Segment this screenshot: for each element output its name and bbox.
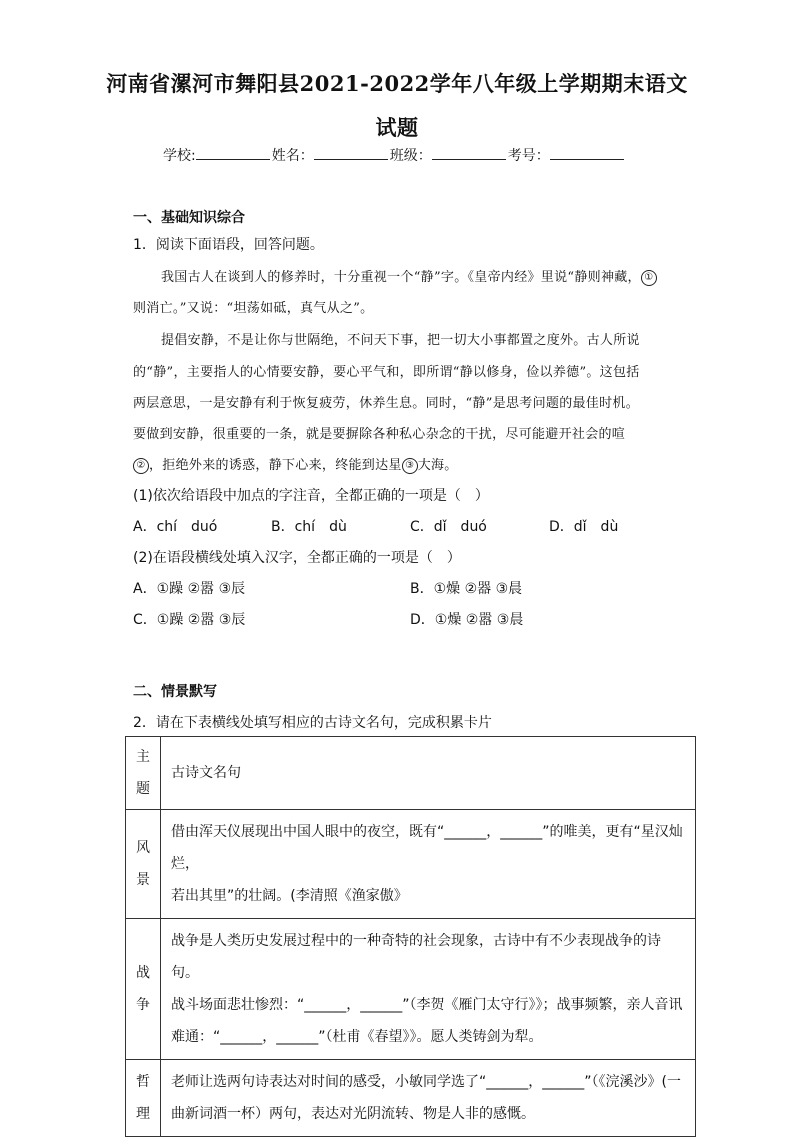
name-label: 姓名： <box>271 148 314 164</box>
passage-p2-line1: 提倡安静，不是让你与世隔绝，不问天下事，把一切大小事都置之度外。古人所说 <box>161 333 640 348</box>
blank-marker-1: ① <box>641 270 657 286</box>
exam-title-line1: 河南省漯河市舞阳县2021-2022学年八年级上学期期末语文 <box>106 71 688 96</box>
row-text: 老师让选两句诗表达对时间的感受，小敏同学选了“______，______”（《浣溪沙》(一 <box>171 1074 681 1090</box>
class-blank[interactable] <box>432 147 506 160</box>
topic-scenery <box>126 810 161 919</box>
row-text: 借由浑天仪展现出中国人眼中的夜空，既有“______，______”的唯美，更有“星汉灿烂， <box>171 824 683 872</box>
row-text: 难通：“______，______”（杜甫《春望》》。愿人类铸剑为犁。 <box>171 1029 543 1045</box>
topic-header <box>126 737 161 810</box>
passage-p2-line2: 的“静”，主要指人的心情要安静，要心平气和，即所谓“静以修身，俭以养德”。这包括 <box>133 365 640 380</box>
row-text: 战斗场面悲壮惨烈：“______，______”（李贺《雁门太守行》》；战事频繁，亲人音讯 <box>171 997 683 1013</box>
table-row-scenery <box>126 810 696 919</box>
blank-marker-3: ③ <box>402 458 418 474</box>
school-label: 学校: <box>163 148 196 164</box>
passage-p2-line3: 两层意思，一是安静有利于恢复疲劳，休养生息。同时，“静”是思考问题的最佳时机。 <box>133 396 639 411</box>
passage-p2-line4: 要做到安静，很重要的一条，就是要摒除各种私心杂念的干扰，尽可能避开社会的喧 <box>133 427 626 442</box>
body-war[interactable] <box>161 919 696 1060</box>
topic-char: 争 <box>136 997 150 1013</box>
table-header-row <box>126 737 696 810</box>
passage-p2-line5 <box>133 454 458 474</box>
class-label: 班级： <box>389 148 432 164</box>
section1-heading: 一、基础知识综合 <box>133 210 245 226</box>
passage-text: ，拒绝外来的诱惑，静下心来，终能到达星 <box>149 458 402 473</box>
row-text: 曲新词酒一杯）两句，表达对光阴流转、物是人非的感慨。 <box>171 1106 535 1122</box>
sub2-option-c[interactable]: C．①躁 ②嚣 ③辰 <box>133 612 246 628</box>
passage-text: 我国古人在谈到人的修养时，十分重视一个“静”字。《皇帝内经》里说“静则神藏， <box>161 270 641 285</box>
sub-question-1: (1)依次给语段中加点的字注音，全都正确的一项是（ ） <box>133 488 489 504</box>
topic-war <box>126 919 161 1060</box>
blank-marker-2: ② <box>133 458 149 474</box>
topic-char: 题 <box>136 781 150 797</box>
q1-stem: 1．阅读下面语段，回答问题。 <box>133 237 324 253</box>
sub2-option-a[interactable]: A．①躁 ②嚣 ③辰 <box>133 581 246 597</box>
table-row-philosophy <box>126 1060 696 1137</box>
topic-philosophy <box>126 1060 161 1137</box>
body-philosophy[interactable] <box>161 1060 696 1137</box>
row-text: 战争是人类历史发展过程中的一种奇特的社会现象，古诗中有不少表现战争的诗句。 <box>171 933 661 981</box>
section2-heading: 二、情景默写 <box>133 684 217 700</box>
body-header: 古诗文名句 <box>161 737 696 810</box>
sub2-option-d[interactable]: D．①燥 ②嚣 ③晨 <box>410 612 524 628</box>
topic-char: 战 <box>136 965 150 981</box>
number-blank[interactable] <box>550 147 624 160</box>
sub2-option-b[interactable]: B．①燥 ②器 ③晨 <box>410 581 523 597</box>
student-info-row <box>163 145 626 165</box>
body-scenery[interactable] <box>161 810 696 919</box>
q2-stem: 2．请在下表横线处填写相应的古诗文名句，完成积累卡片 <box>133 715 492 731</box>
number-label: 考号： <box>507 148 550 164</box>
topic-char: 哲 <box>136 1074 150 1090</box>
passage-text: 大海。 <box>417 458 458 473</box>
passage-p1-line2: 则消亡。”又说：“坦荡如砥，真气从之”。 <box>133 301 374 316</box>
accumulation-card-table <box>125 736 696 1137</box>
exam-title-line2: 试题 <box>375 115 419 140</box>
school-blank[interactable] <box>196 147 270 160</box>
topic-char: 风 <box>136 840 150 856</box>
table-row-war <box>126 919 696 1060</box>
topic-char: 主 <box>136 749 150 765</box>
sub1-option-b[interactable]: B．chí dù <box>271 519 347 535</box>
topic-char: 理 <box>136 1106 150 1122</box>
sub1-option-a[interactable]: A．chí duó <box>133 519 218 535</box>
name-blank[interactable] <box>314 147 388 160</box>
topic-char: 景 <box>136 872 150 888</box>
sub-question-2: (2)在语段横线处填入汉字，全都正确的一项是（ ） <box>133 550 461 566</box>
sub1-option-c[interactable]: C．dǐ duó <box>410 519 487 535</box>
sub1-option-d[interactable]: D．dǐ dù <box>549 519 619 535</box>
row-text: 若出其里”的壮阔。(李清照《渔家傲》 <box>171 888 408 904</box>
passage-p1-line1 <box>161 266 657 286</box>
